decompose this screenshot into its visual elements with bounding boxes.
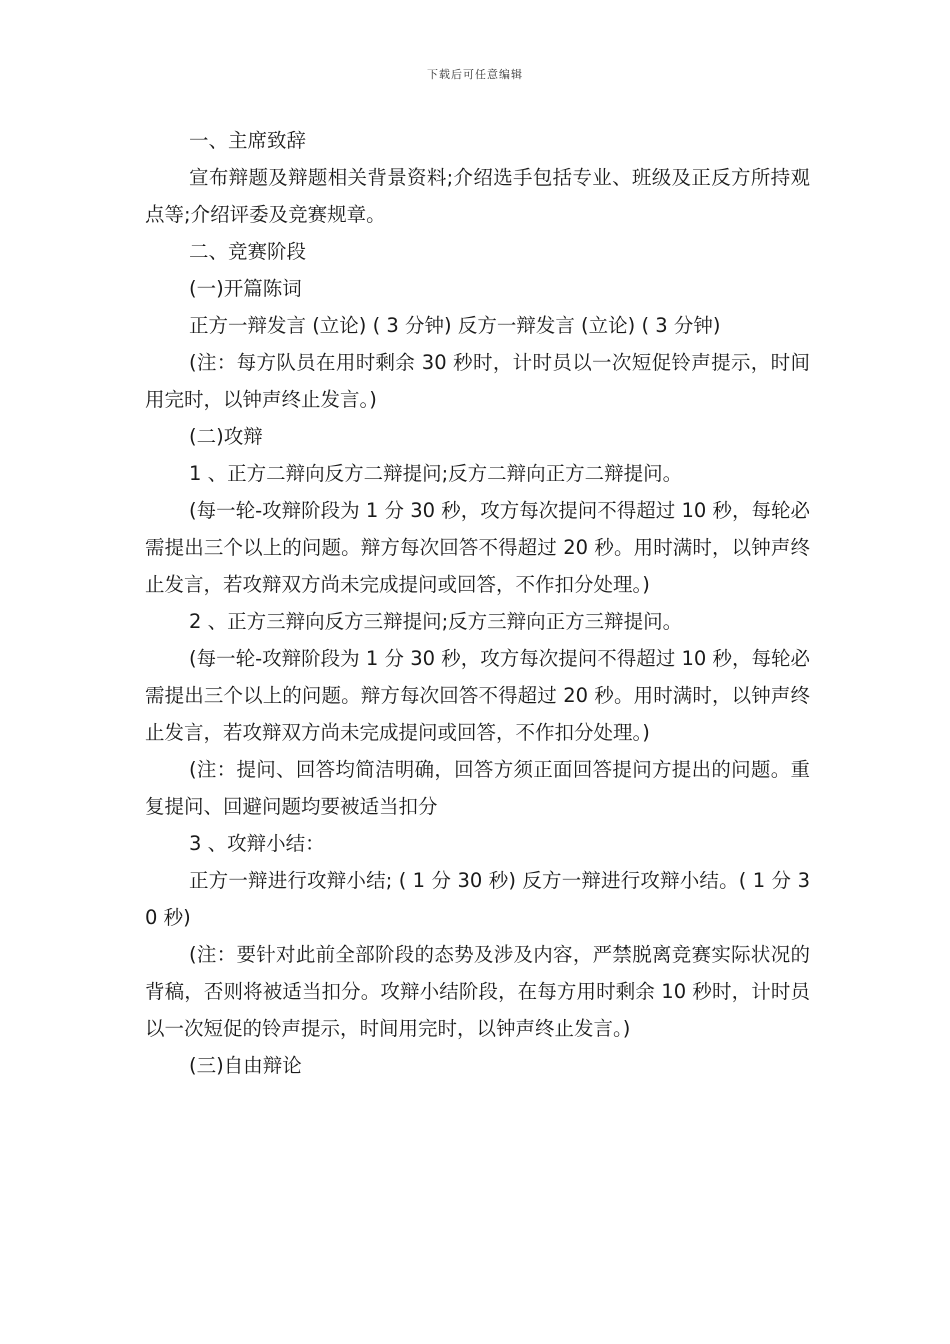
subsection-heading-cross-examination: (二)攻辩 — [189, 425, 263, 448]
paragraph-round-2-rules: (每一轮-攻辩阶段为 1 分 30 秒，攻方每次提问不得超过 10 秒，每轮必需提出三个以上的问题。辩方每次回答不得超过 20 秒。用时满时，以钟声终止发言，若攻辩双方尚未完成提问或回答，不作扣分处理。) — [145, 647, 810, 744]
paragraph-summary-heading: 3 、攻辩小结： — [189, 832, 325, 855]
page-header: 下载后可任意编辑 — [427, 68, 523, 81]
paragraph-opening-note: (注：每方队员在用时剩余 30 秒时，计时员以一次短促铃声提示，时间用完时，以钟声终止发言。) — [145, 351, 810, 411]
paragraph-qa-note: (注：提问、回答均简洁明确，回答方须正面回答提问方提出的问题。重复提问、回避问题均要被适当扣分 — [145, 758, 810, 818]
paragraph-opening-order: 正方一辩发言 (立论) ( 3 分钟) 反方一辩发言 (立论) ( 3 分钟) — [189, 314, 721, 337]
document-body — [145, 122, 810, 1084]
section-heading-chair-speech: 一、主席致辞 — [189, 129, 307, 152]
subsection-heading-opening: (一)开篇陈词 — [189, 277, 302, 300]
subsection-heading-free-debate: (三)自由辩论 — [189, 1054, 302, 1077]
paragraph-round-1: 1 、正方二辩向反方二辩提问;反方二辩向正方二辩提问。 — [189, 462, 683, 485]
paragraph-summary-order: 正方一辩进行攻辩小结; ( 1 分 30 秒) 反方一辩进行攻辩小结。( 1 分 30 秒) — [145, 869, 810, 929]
paragraph-chair-duties: 宣布辩题及辩题相关背景资料;介绍选手包括专业、班级及正反方所持观点等;介绍评委及竞赛规章。 — [145, 166, 810, 226]
paragraph-round-1-rules: (每一轮-攻辩阶段为 1 分 30 秒，攻方每次提问不得超过 10 秒，每轮必需提出三个以上的问题。辩方每次回答不得超过 20 秒。用时满时，以钟声终止发言，若攻辩双方尚未完成提问或回答，不作扣分处理。) — [145, 499, 810, 596]
section-heading-competition-stage: 二、竞赛阶段 — [189, 240, 307, 263]
paragraph-summary-note: (注：要针对此前全部阶段的态势及涉及内容，严禁脱离竞赛实际状况的背稿，否则将被适当扣分。攻辩小结阶段，在每方用时剩余 10 秒时，计时员以一次短促的铃声提示，时间用完时，以钟声终止发言。) — [145, 943, 810, 1040]
paragraph-round-2: 2 、正方三辩向反方三辩提问;反方三辩向正方三辩提问。 — [189, 610, 683, 633]
